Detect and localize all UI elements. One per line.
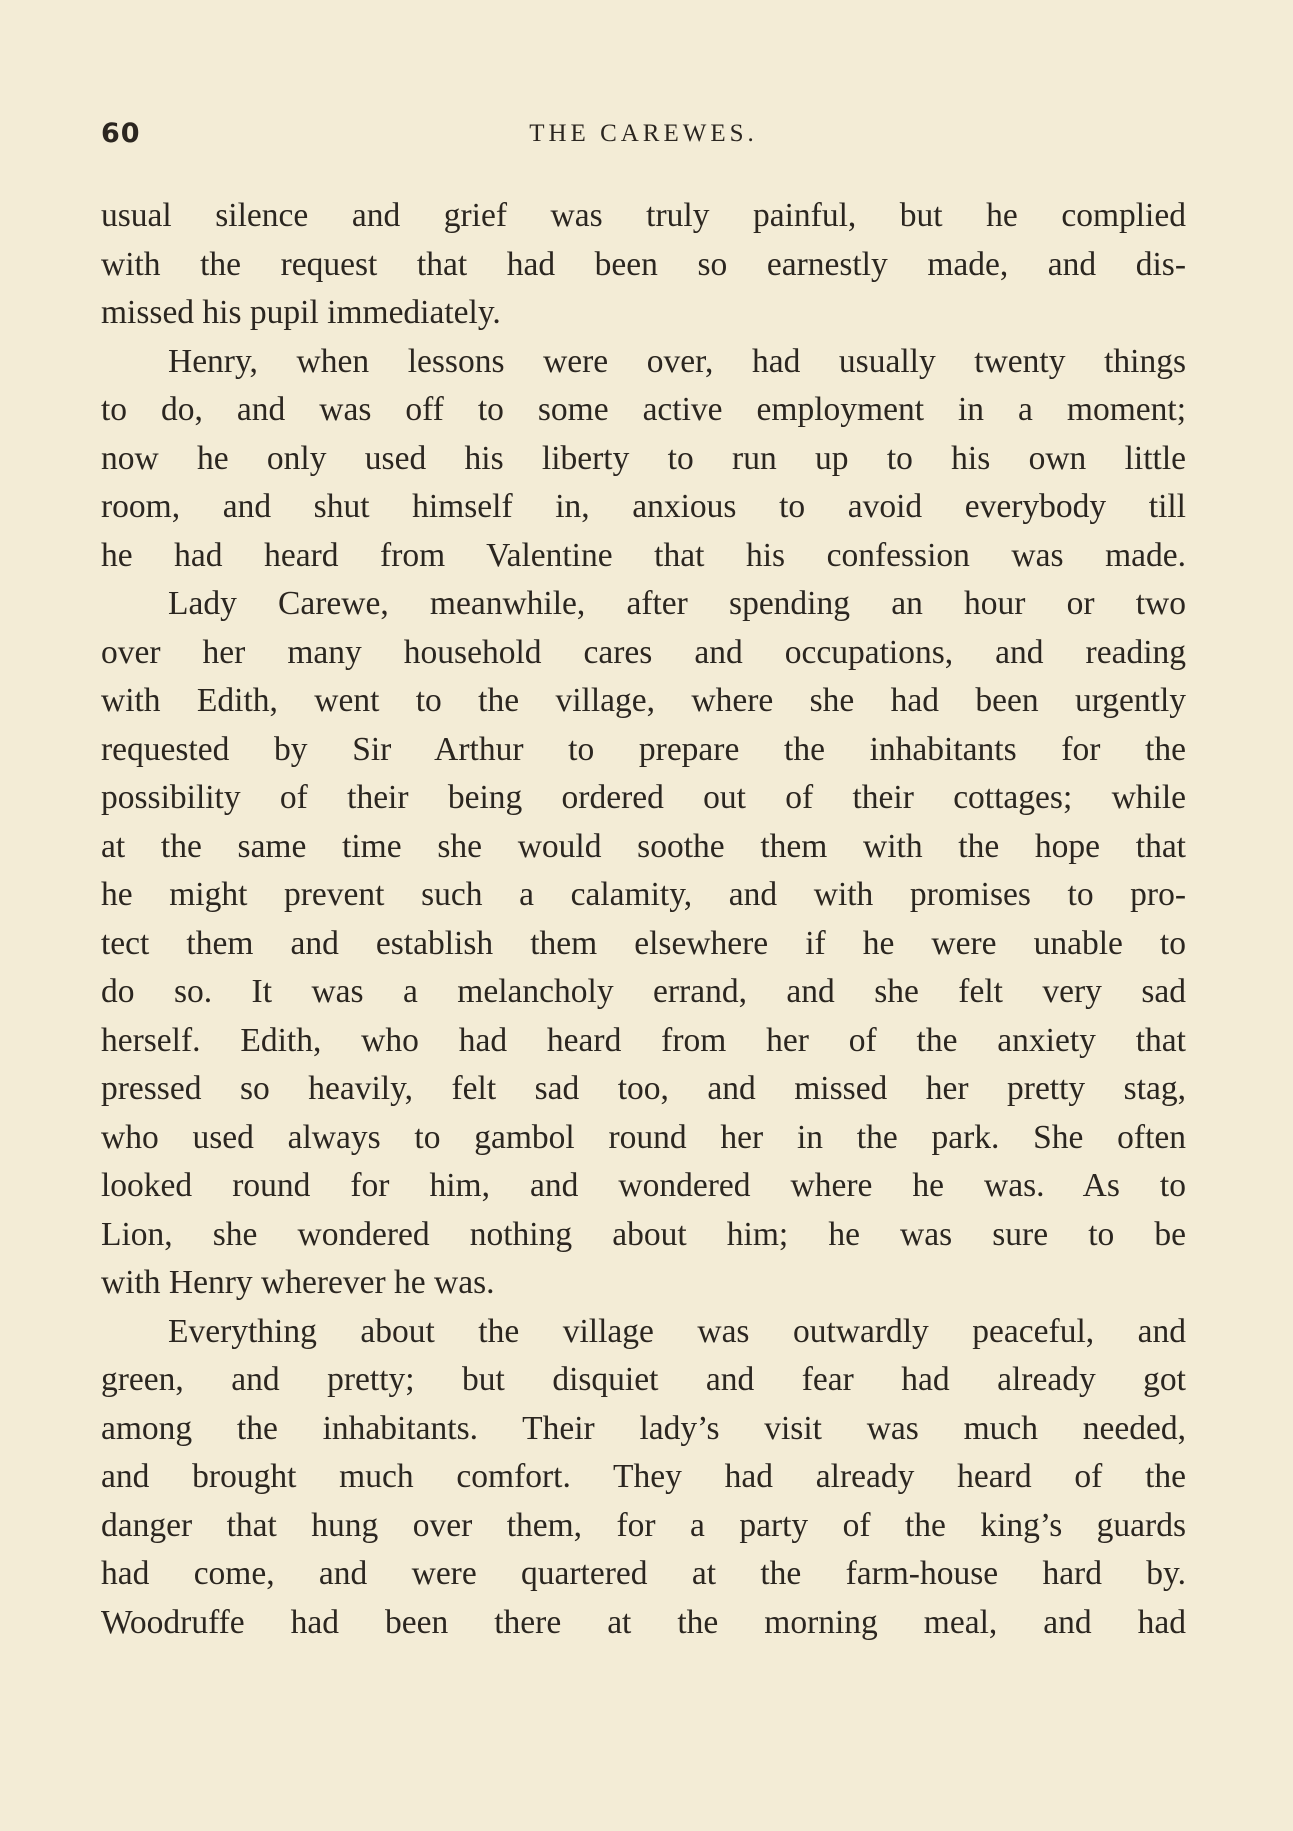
text-line: looked round for him, and wondered where he was. As to xyxy=(101,1167,1186,1204)
text-line: Woodruffe had been there at the morning meal, and had xyxy=(101,1603,1186,1641)
paragraph-first-line: Everything about the village was outwardly peaceful, and xyxy=(168,1312,1186,1350)
paragraph-first-line: Lady Carewe, meanwhile, after spending an hour or two xyxy=(168,585,1186,622)
text-line: danger that hung over them, for a party of the king’s guards xyxy=(101,1506,1186,1544)
text-line: with Henry wherever he was. xyxy=(101,1264,495,1301)
text-line: he might prevent such a calamity, and with promises to pro- xyxy=(101,876,1186,913)
text-line: and brought much comfort. They had already heard of the xyxy=(101,1458,1186,1495)
text-line: do so. It was a melancholy errand, and she felt very sad xyxy=(101,973,1186,1010)
text-line: missed his pupil immediately. xyxy=(101,294,501,331)
text-line: among the inhabitants. Their lady’s visit was much needed, xyxy=(101,1409,1186,1447)
text-line: he had heard from Valentine that his confession was made. xyxy=(101,536,1186,574)
text-line: with Edith, went to the village, where she had been urgently xyxy=(101,682,1186,719)
text-line: had come, and were quartered at the farm-house hard by. xyxy=(101,1555,1186,1592)
text-line: usual silence and grief was truly painful, but he complied xyxy=(101,197,1186,234)
body-text xyxy=(101,192,1186,1647)
text-line: tect them and establish them elsewhere if he were unable to xyxy=(101,924,1186,962)
text-line: who used always to gambol round her in the park. She often xyxy=(101,1118,1186,1156)
text-line: to do, and was off to some active employment in a moment; xyxy=(101,391,1186,428)
text-line: pressed so heavily, felt sad too, and missed her pretty stag, xyxy=(101,1070,1186,1107)
text-line: now he only used his liberty to run up to his own little xyxy=(101,439,1186,477)
text-line: possibility of their being ordered out of their cottages; while xyxy=(101,779,1186,816)
text-line: Lion, she wondered nothing about him; he was sure to be xyxy=(101,1215,1186,1253)
text-line: with the request that had been so earnestly made, and dis- xyxy=(101,245,1186,283)
running-title: THE CAREWES. xyxy=(529,120,758,147)
text-line: green, and pretty; but disquiet and fear had already got xyxy=(101,1361,1186,1398)
text-line: over her many household cares and occupations, and reading xyxy=(101,633,1186,671)
page-header xyxy=(101,118,1186,158)
text-line: requested by Sir Arthur to prepare the inhabitants for the xyxy=(101,730,1186,768)
text-line: room, and shut himself in, anxious to avoid everybody till xyxy=(101,488,1186,525)
text-line: at the same time she would soothe them with the hope that xyxy=(101,827,1186,865)
text-line: herself. Edith, who had heard from her of the anxiety that xyxy=(101,1021,1186,1059)
page-number: 60 xyxy=(101,118,141,149)
paragraph-first-line: Henry, when lessons were over, had usually twenty things xyxy=(168,342,1186,380)
